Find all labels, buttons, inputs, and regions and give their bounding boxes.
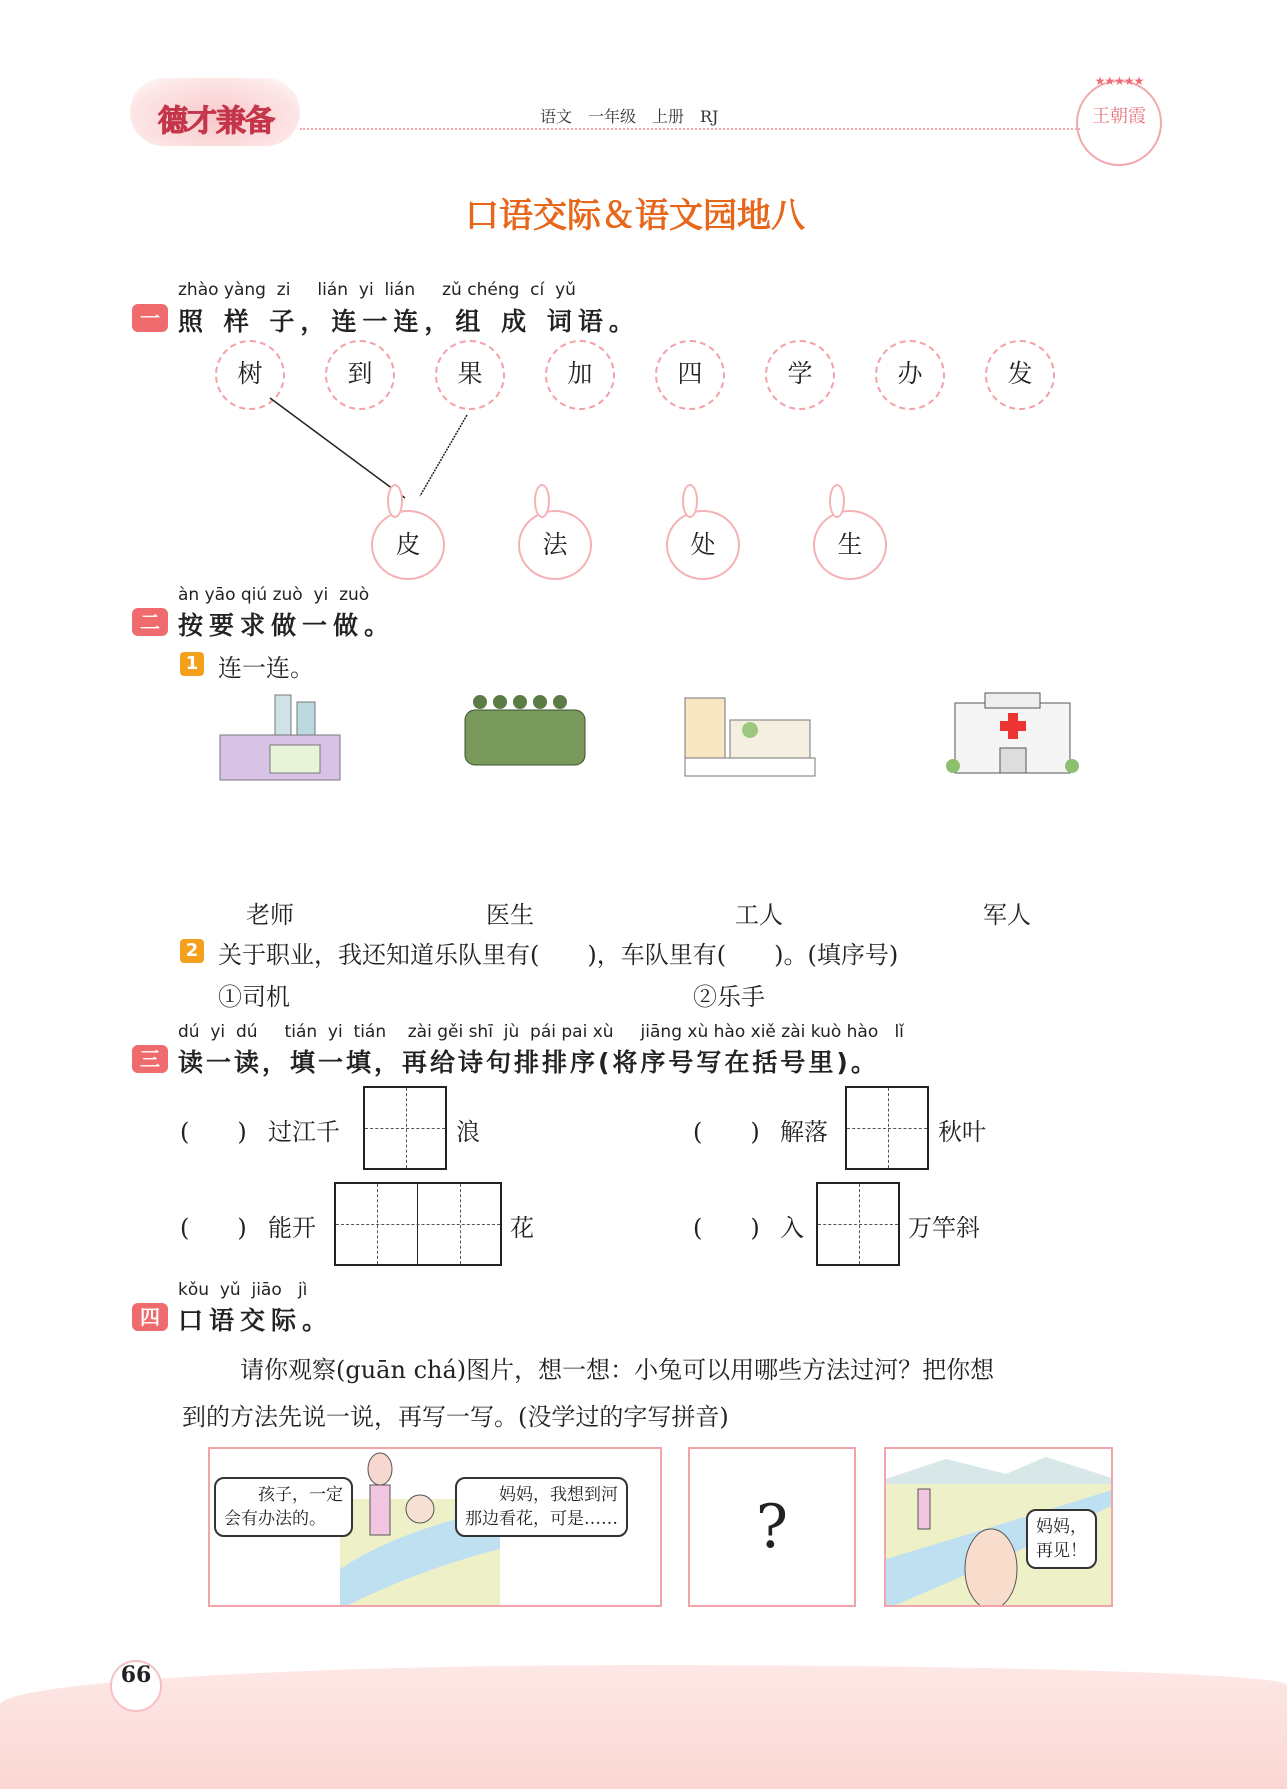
rabbit-character: 皮	[395, 530, 421, 559]
option-musician: ②乐手	[693, 983, 765, 1011]
author-seal: ★★★★★ 王朝霞	[1076, 80, 1162, 166]
order-paren-3[interactable]: ( )	[180, 1214, 247, 1242]
instruction-line1: 请你观察(guān chá)图片，想一想：小兔可以用哪些方法过河？把你想	[240, 1356, 995, 1384]
poem-line1-post: 浪	[456, 1118, 480, 1146]
poem-line1-pre: 过江千	[268, 1118, 340, 1146]
poem-line4-pre: 入	[780, 1214, 804, 1242]
section1-badge: 一	[132, 304, 168, 332]
connecting-lines	[0, 0, 1287, 600]
section4-pinyin: kǒu yǔ jiāo jì	[178, 1280, 308, 1300]
character-rabbit[interactable]	[518, 510, 592, 580]
order-paren-4[interactable]: ( )	[693, 1214, 760, 1242]
comic-panel-3	[884, 1447, 1113, 1607]
header-subject: 语文 一年级 上册 RJ	[540, 107, 719, 126]
poem-line3-post: 花	[510, 1214, 534, 1242]
character-rabbit[interactable]	[813, 510, 887, 580]
section4-heading: 口语交际。	[178, 1306, 334, 1335]
question1-text: 连一连。	[218, 654, 314, 682]
character-flower[interactable]: 加	[545, 340, 615, 410]
section2-badge: 二	[132, 608, 168, 636]
character-rabbit[interactable]	[666, 510, 740, 580]
character-flower[interactable]: 发	[985, 340, 1055, 410]
character-flower[interactable]: 树	[215, 340, 285, 410]
section3-pinyin: dú yi dú tián yi tián zài gěi shī jù pái pai xù jiāng xù hào xiě zài kuò hào lǐ	[178, 1022, 904, 1042]
comic-panel-1	[208, 1447, 662, 1607]
section4-badge: 四	[132, 1303, 168, 1331]
char-box[interactable]	[363, 1086, 447, 1170]
character-flower[interactable]: 四	[655, 340, 725, 410]
page-number: 66	[110, 1660, 162, 1712]
section3-badge: 三	[132, 1045, 168, 1073]
brand-logo: 德才兼备	[130, 78, 300, 146]
character-flower[interactable]: 到	[325, 340, 395, 410]
hospital-image	[945, 688, 1080, 788]
poem-line4-post: 万竿斜	[908, 1214, 980, 1242]
rabbit-ear-icon	[534, 484, 550, 518]
question2-text: 关于职业，我还知道乐队里有( )，车队里有( )。(填序号)	[218, 941, 899, 969]
factory-image	[215, 690, 355, 790]
footer-decoration	[0, 1665, 1287, 1789]
rabbit-ear-icon	[682, 484, 698, 518]
poem-line2-pre: 解落	[780, 1118, 828, 1146]
character-flower[interactable]: 学	[765, 340, 835, 410]
option-driver: ①司机	[218, 983, 290, 1011]
instruction-line2: 到的方法先说一说，再写一写。(没学过的字写拼音)	[182, 1403, 729, 1431]
job-label-doctor: 医生	[486, 901, 534, 929]
soldiers-image	[460, 690, 595, 780]
poem-line2-post: 秋叶	[938, 1118, 986, 1146]
section2-pinyin: àn yāo qiú zuò yi zuò	[178, 585, 370, 605]
character-flower[interactable]: 果	[435, 340, 505, 410]
char-box[interactable]	[845, 1086, 929, 1170]
rabbit-ear-icon	[829, 484, 845, 518]
question2-number: 2	[180, 939, 204, 963]
job-label-worker: 工人	[735, 901, 783, 929]
rabbit-ear-icon	[387, 484, 403, 518]
character-rabbit[interactable]	[371, 510, 445, 580]
section1-heading: 照 样 子，连一连，组 成 词语。	[178, 307, 640, 336]
job-label-soldier: 军人	[983, 901, 1031, 929]
page-title: 口语交际＆语文园地八	[465, 196, 805, 236]
rabbit-character: 生	[837, 530, 863, 559]
section1-pinyin: zhào yàng zi lián yi lián zǔ chéng cí yǔ	[178, 280, 576, 300]
order-paren-1[interactable]: ( )	[180, 1118, 247, 1146]
job-label-teacher: 老师	[246, 901, 294, 929]
char-box-double[interactable]	[334, 1182, 502, 1266]
order-paren-2[interactable]: ( )	[693, 1118, 760, 1146]
rabbit-character: 处	[690, 530, 716, 559]
char-box[interactable]	[816, 1182, 900, 1266]
comic-panel-question: ?	[688, 1447, 856, 1607]
poem-line3-pre: 能开	[268, 1214, 316, 1242]
stars-icon: ★★★★★	[1094, 74, 1144, 88]
child-speech-bubble: 妈妈，我想到河 那边看花，可是……	[455, 1477, 628, 1537]
section3-heading: 读一读，填一填，再给诗句排排序(将序号写在括号里)。	[178, 1048, 879, 1077]
rabbit-character: 法	[542, 530, 568, 559]
section2-heading: 按要求做一做。	[178, 611, 396, 640]
character-flower[interactable]: 办	[875, 340, 945, 410]
goodbye-speech-bubble: 妈妈， 再见！	[1026, 1509, 1097, 1569]
mother-speech-bubble: 孩子，一定 会有办法的。	[214, 1477, 353, 1537]
school-image	[680, 690, 820, 790]
question1-number: 1	[180, 652, 204, 676]
